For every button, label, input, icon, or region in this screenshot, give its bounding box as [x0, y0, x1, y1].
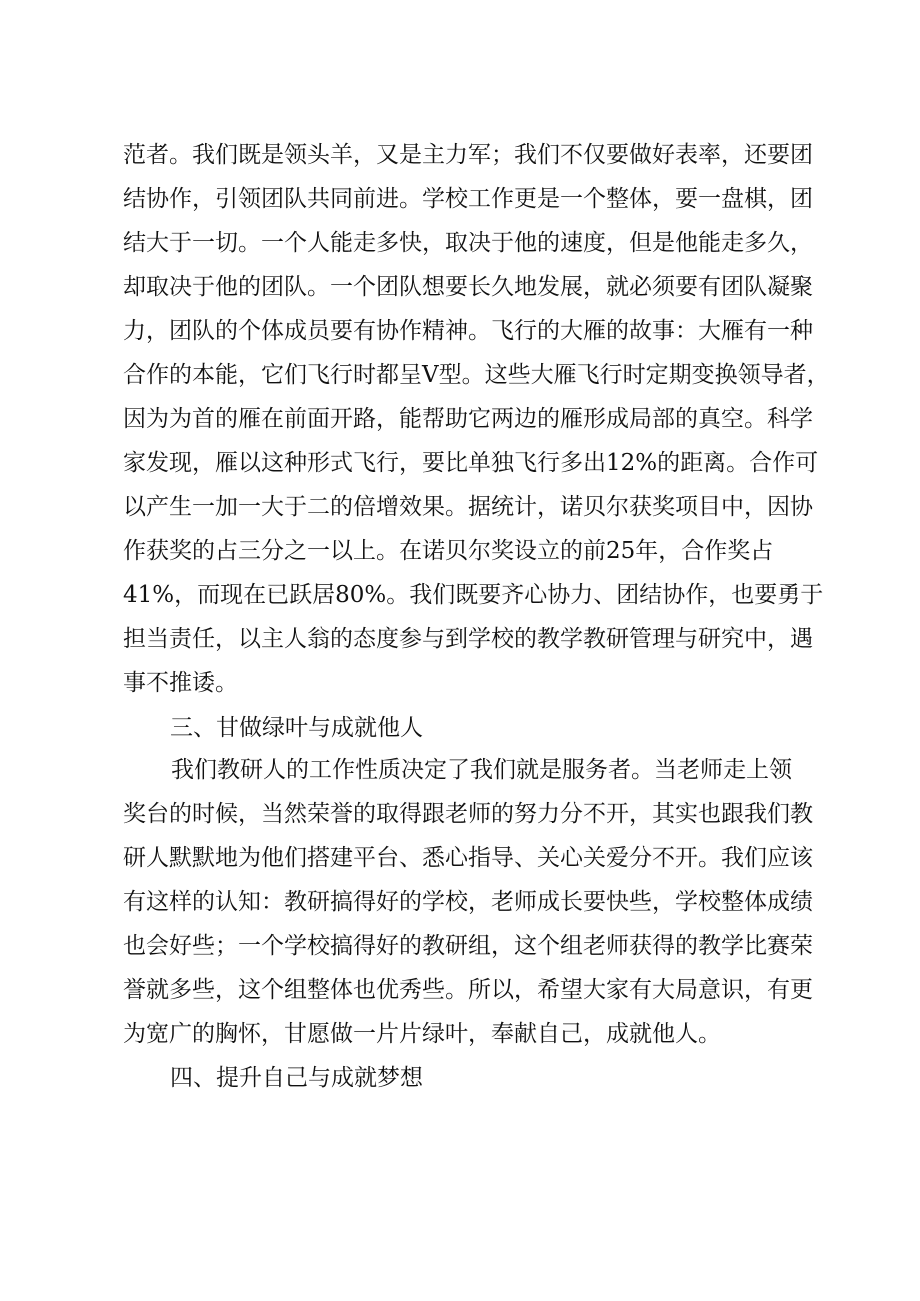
paragraph-line: 也会好些；一个学校搞得好的教研组，这个组老师获得的教学比赛荣: [123, 933, 813, 959]
paragraph-line: 因为为首的雁在前面开路，能帮助它两边的雁形成局部的真空。科学: [123, 406, 813, 432]
paragraph-line: 以产生一加一大于二的倍增效果。据统计，诺贝尔获奖项目中，因协: [123, 494, 813, 520]
paragraph-line: 誉就多些，这个组整体也优秀些。所以，希望大家有大局意识，有更: [123, 977, 813, 1003]
section-heading-4: 四、提升自己与成就梦想: [170, 1065, 423, 1091]
paragraph-line: 范者。我们既是领头羊，又是主力军；我们不仅要做好表率，还要团: [123, 142, 813, 168]
paragraph-line: 为宽广的胸怀，甘愿做一片片绿叶，奉献自己，成就他人。: [123, 1021, 721, 1047]
paragraph-line: 研人默默地为他们搭建平台、悉心指导、关心关爱分不开。我们应该: [123, 845, 813, 871]
paragraph-line: 力，团队的个体成员要有协作精神。飞行的大雁的故事：大雁有一种: [123, 318, 813, 344]
paragraph-line: 有这样的认知：教研搞得好的学校，老师成长要快些，学校整体成绩: [123, 889, 813, 915]
paragraph-line: 却取决于他的团队。一个团队想要长久地发展，就必须要有团队凝聚: [123, 274, 813, 300]
paragraph-line: 我们教研人的工作性质决定了我们就是服务者。当老师走上领: [171, 757, 792, 783]
paragraph-line: 41%，而现在已跃居80%。我们既要齐心协力、团结协作，也要勇于: [123, 582, 824, 608]
paragraph-line: 结协作，引领团队共同前进。学校工作更是一个整体，要一盘棋，团: [123, 186, 813, 212]
paragraph-line: 担当责任，以主人翁的态度参与到学校的教学教研管理与研究中，遇: [123, 626, 813, 652]
paragraph-line: 奖台的时候，当然荣誉的取得跟老师的努力分不开，其实也跟我们教: [123, 801, 813, 827]
paragraph-line: 家发现，雁以这种形式飞行，要比单独飞行多出12%的距离。合作可: [123, 450, 819, 476]
section-heading-3: 三、甘做绿叶与成就他人: [170, 715, 423, 741]
paragraph-line: 作获奖的占三分之一以上。在诺贝尔奖设立的前25年，合作奖占: [123, 538, 774, 564]
paragraph-line: 事不推诿。: [123, 670, 238, 696]
paragraph-line: 结大于一切。一个人能走多快，取决于他的速度，但是他能走多久，: [123, 230, 813, 256]
paragraph-line: 合作的本能，它们飞行时都呈V型。这些大雁飞行时定期变换领导者，: [123, 362, 830, 388]
